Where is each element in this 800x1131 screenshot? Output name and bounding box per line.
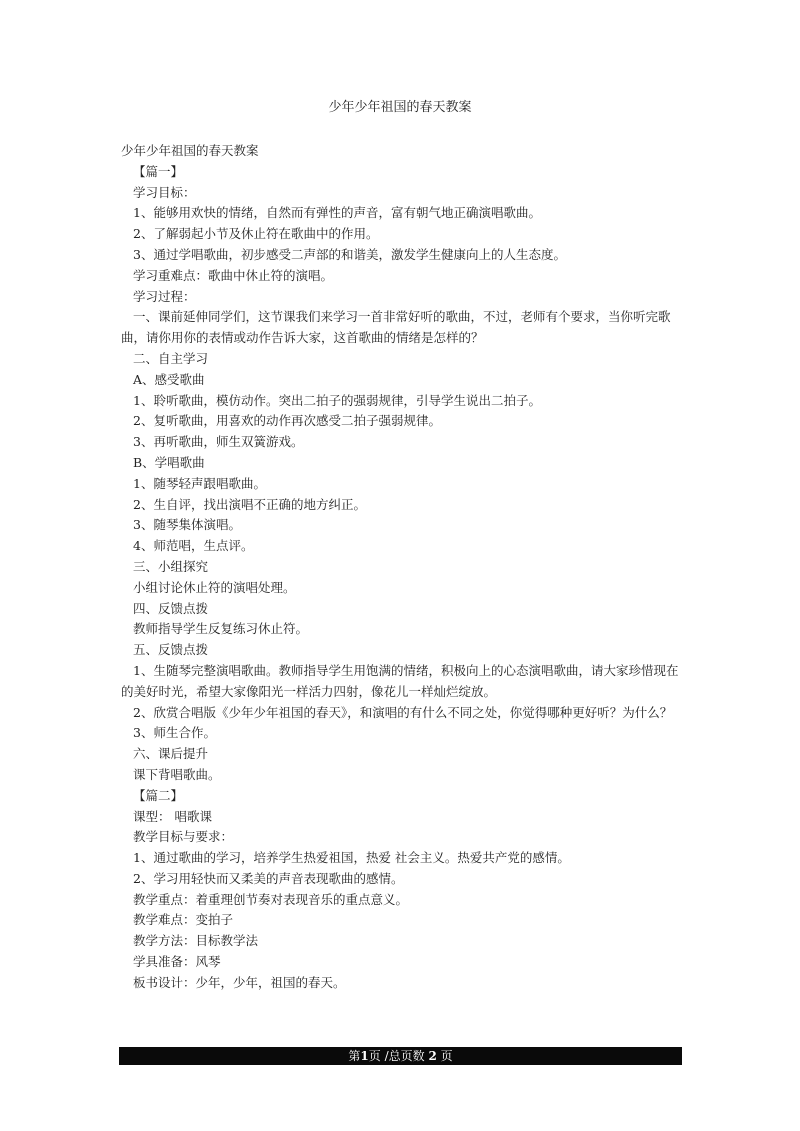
page-footer: [119, 1047, 682, 1065]
text-paragraph: 1、生随琴完整演唱歌曲。教师指导学生用饱满的情绪，积极向上的心态演唱歌曲，请大家珍惜现在的美好时光，希望大家像阳光一样活力四射，像花儿一样灿烂绽放。: [121, 662, 679, 699]
text-line: 教学方法：目标教学法: [133, 933, 259, 949]
text-paragraph: 一、课前延伸同学们，这节课我们来学习一首非常好听的歌曲，不过，老师有个要求，当你听完歌曲，请你用你的表情或动作告诉大家，这首歌曲的情绪是怎样的？: [121, 309, 671, 346]
text-line: 2、复听歌曲，用喜欢的动作再次感受二拍子强弱规律。: [133, 413, 441, 429]
text-line: 1、能够用欢快的情绪，自然而有弹性的声音，富有朝气地正确演唱歌曲。: [133, 205, 541, 221]
text-line: 小组讨论休止符的演唱处理。: [133, 579, 296, 595]
text-line: 教学难点：变拍子: [133, 912, 234, 928]
text-line: 四、反馈点拨: [133, 600, 209, 616]
text-line: 学习目标：: [133, 184, 196, 200]
footer-total-pages: 2: [428, 1049, 437, 1063]
text-line: 教学目标与要求：: [133, 829, 234, 845]
text-line: 学习重难点：歌曲中休止符的演唱。: [133, 267, 334, 283]
text-line: 六、课后提升: [133, 746, 209, 762]
document-title: 少年少年祖国的春天教案: [328, 100, 472, 115]
text-line: 二、自主学习: [133, 350, 209, 366]
text-line: A、感受歌曲: [133, 371, 205, 387]
text-line: 课型： 唱歌课: [133, 808, 212, 824]
text-line: 3、通过学唱歌曲，初步感受二声部的和谐美，激发学生健康向上的人生态度。: [133, 246, 566, 262]
document-subtitle: 少年少年祖国的春天教案: [121, 143, 259, 158]
footer-page-mid: 页 /总页数: [368, 1049, 429, 1063]
text-line: 学习过程：: [133, 288, 196, 304]
text-line: 课下背唱歌曲。: [133, 766, 221, 782]
text-line: 2、了解弱起小节及休止符在歌曲中的作用。: [133, 226, 379, 242]
text-line: 1、通过歌曲的学习，培养学生热爱祖国，热爱 社会主义。热爱共产党的感情。: [133, 850, 570, 866]
footer-page-suffix: 页: [436, 1049, 453, 1063]
text-line: B、学唱歌曲: [133, 454, 205, 470]
document-body: [121, 141, 686, 994]
text-line: 学具准备：风琴: [133, 954, 221, 970]
text-line: 2、生自评，找出演唱不正确的地方纠正。: [133, 496, 366, 512]
text-line: 教学重点：着重理创节奏对表现音乐的重点意义。: [133, 891, 409, 907]
footer-page-number: 1: [360, 1049, 369, 1063]
text-line: 教师指导学生反复练习休止符。: [133, 621, 309, 637]
text-paragraph: 2、欣赏合唱版《少年少年祖国的春天》，和演唱的有什么不同之处，你觉得哪种更好听？为什么？: [133, 704, 673, 720]
footer-page-prefix: 第: [348, 1049, 361, 1063]
section-heading: 【篇二】: [133, 787, 184, 803]
text-line: 板书设计：少年，少年，祖国的春天。: [133, 974, 346, 990]
text-line: 五、反馈点拨: [133, 642, 209, 658]
text-line: 3、随琴集体演唱。: [133, 517, 241, 533]
text-line: 4、师范唱，生点评。: [133, 538, 254, 554]
text-line: 3、师生合作。: [133, 725, 216, 741]
text-line: 3、再听歌曲，师生双簧游戏。: [133, 434, 304, 450]
text-line: 1、聆听歌曲，模仿动作。突出二拍子的强弱规律，引导学生说出二拍子。: [133, 392, 541, 408]
section-heading: 【篇一】: [133, 163, 184, 179]
text-line: 2、学习用轻快而又柔美的声音表现歌曲的感情。: [133, 870, 404, 886]
text-line: 三、小组探究: [133, 558, 209, 574]
text-line: 1、随琴轻声跟唱歌曲。: [133, 475, 266, 491]
